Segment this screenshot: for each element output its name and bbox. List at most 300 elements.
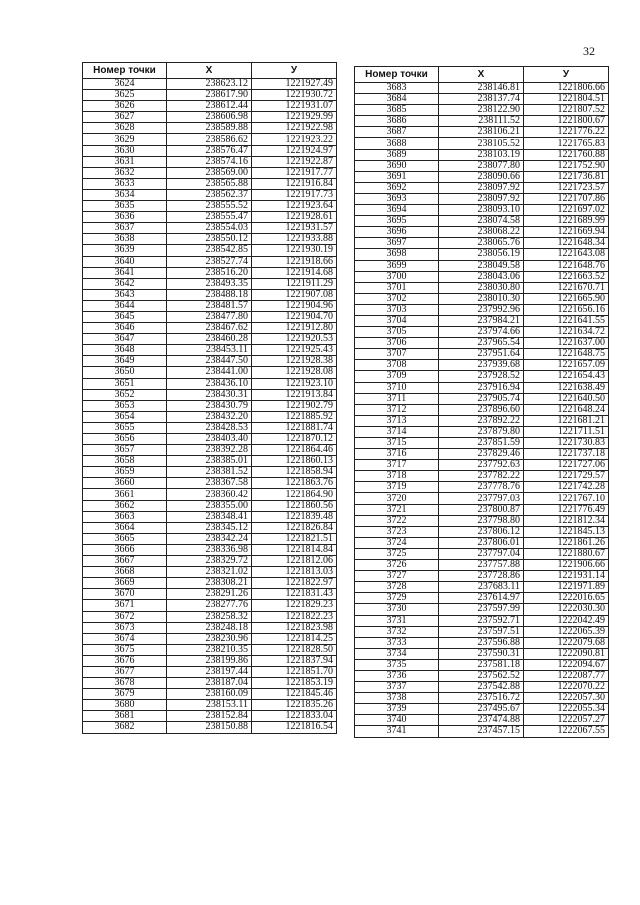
cell-x: 237757.88 (439, 560, 524, 571)
cell-x: 237683.11 (439, 582, 524, 593)
cell-point-number: 3635 (83, 201, 167, 212)
cell-x: 238612.44 (167, 101, 252, 112)
table-row (83, 178, 337, 189)
table-row (355, 315, 609, 326)
table-row (355, 493, 609, 504)
cell-x: 238074.58 (439, 216, 524, 227)
cell-x: 237984.21 (439, 315, 524, 326)
table-row (355, 393, 609, 404)
cell-y: 1221806.66 (524, 83, 609, 94)
cell-y: 1221927.49 (252, 79, 337, 90)
table-row (355, 648, 609, 659)
cell-y: 1221665.90 (524, 293, 609, 304)
cell-point-number: 3673 (83, 622, 167, 633)
cell-point-number: 3649 (83, 356, 167, 367)
cell-y: 1221829.23 (252, 600, 337, 611)
cell-point-number: 3715 (355, 438, 439, 449)
table-row (83, 500, 337, 511)
cell-y: 1221813.03 (252, 567, 337, 578)
table-row (83, 678, 337, 689)
table-row (83, 189, 337, 200)
cell-y: 1221845.46 (252, 689, 337, 700)
cell-point-number: 3688 (355, 138, 439, 149)
cell-y: 1221742.28 (524, 482, 609, 493)
cell-y: 1221851.70 (252, 666, 337, 677)
table-row (355, 471, 609, 482)
cell-point-number: 3689 (355, 149, 439, 160)
cell-y: 1221737.18 (524, 449, 609, 460)
cell-x: 238565.88 (167, 178, 252, 189)
table-row (83, 123, 337, 134)
cell-point-number: 3677 (83, 666, 167, 677)
cell-y: 1221922.98 (252, 123, 337, 134)
cell-y: 1221928.61 (252, 212, 337, 223)
cell-point-number: 3657 (83, 445, 167, 456)
cell-y: 1221928.08 (252, 367, 337, 378)
cell-point-number: 3662 (83, 500, 167, 511)
table-row (83, 589, 337, 600)
cell-y: 1222094.67 (524, 659, 609, 670)
cell-point-number: 3696 (355, 227, 439, 238)
cell-point-number: 3684 (355, 94, 439, 105)
table-row (83, 434, 337, 445)
cell-x: 237992.96 (439, 304, 524, 315)
cell-point-number: 3654 (83, 411, 167, 422)
table-row (355, 715, 609, 726)
cell-point-number: 3730 (355, 604, 439, 615)
table-row (83, 311, 337, 322)
table-row (83, 90, 337, 101)
cell-x: 238348.41 (167, 511, 252, 522)
cell-y: 1221648.75 (524, 349, 609, 360)
cell-y: 1221861.26 (524, 537, 609, 548)
cell-point-number: 3719 (355, 482, 439, 493)
table-row (355, 571, 609, 582)
cell-point-number: 3732 (355, 626, 439, 637)
cell-y: 1221648.24 (524, 404, 609, 415)
table-row (83, 522, 337, 533)
table-row (83, 79, 337, 90)
table-row (355, 449, 609, 460)
table-row (355, 260, 609, 271)
cell-x: 237939.68 (439, 360, 524, 371)
cell-point-number: 3636 (83, 212, 167, 223)
cell-point-number: 3734 (355, 648, 439, 659)
cell-point-number: 3687 (355, 127, 439, 138)
cell-point-number: 3625 (83, 90, 167, 101)
table-row (355, 205, 609, 216)
cell-x: 238160.09 (167, 689, 252, 700)
table-row (355, 438, 609, 449)
table-row (83, 578, 337, 589)
cell-x: 237951.64 (439, 349, 524, 360)
cell-point-number: 3630 (83, 145, 167, 156)
cell-y: 1221736.81 (524, 171, 609, 182)
table-row (83, 300, 337, 311)
cell-point-number: 3648 (83, 345, 167, 356)
table-row (83, 256, 337, 267)
cell-point-number: 3663 (83, 511, 167, 522)
cell-x: 238258.32 (167, 611, 252, 622)
cell-point-number: 3709 (355, 371, 439, 382)
cell-point-number: 3738 (355, 693, 439, 704)
table-row (355, 615, 609, 626)
table-row (83, 655, 337, 666)
table-row (355, 682, 609, 693)
cell-point-number: 3627 (83, 112, 167, 123)
table-row (83, 245, 337, 256)
table-header-row (355, 67, 609, 83)
cell-y: 1221723.57 (524, 182, 609, 193)
cell-point-number: 3633 (83, 178, 167, 189)
cell-x: 238077.80 (439, 160, 524, 171)
cell-x: 238586.62 (167, 134, 252, 145)
cell-x: 238106.21 (439, 127, 524, 138)
cell-x: 238360.42 (167, 489, 252, 500)
cell-y: 1221681.21 (524, 415, 609, 426)
cell-x: 238230.96 (167, 633, 252, 644)
cell-x: 238291.26 (167, 589, 252, 600)
page-number: 32 (583, 44, 595, 58)
cell-x: 237851.59 (439, 438, 524, 449)
cell-x: 237806.01 (439, 537, 524, 548)
cell-x: 238277.76 (167, 600, 252, 611)
cell-x: 238153.11 (167, 700, 252, 711)
cell-y: 1221929.99 (252, 112, 337, 123)
cell-x: 237829.46 (439, 449, 524, 460)
cell-x: 238345.12 (167, 522, 252, 533)
cell-x: 238122.90 (439, 105, 524, 116)
coordinates-table-right (354, 66, 609, 738)
cell-x: 237792.63 (439, 460, 524, 471)
cell-y: 1221853.19 (252, 678, 337, 689)
cell-y: 1221663.52 (524, 271, 609, 282)
cell-y: 1221880.67 (524, 548, 609, 559)
cell-y: 1221923.22 (252, 134, 337, 145)
cell-y: 1222087.77 (524, 670, 609, 681)
cell-x: 237474.88 (439, 715, 524, 726)
cell-y: 1221917.77 (252, 167, 337, 178)
cell-y: 1221641.55 (524, 315, 609, 326)
cell-y: 1221881.74 (252, 422, 337, 433)
table-row (355, 193, 609, 204)
cell-y: 1222057.27 (524, 715, 609, 726)
table-row (355, 94, 609, 105)
table-body-right (355, 83, 609, 738)
cell-y: 1221971.89 (524, 582, 609, 593)
cell-point-number: 3672 (83, 611, 167, 622)
header-point-number: Номер точки (355, 67, 439, 83)
cell-point-number: 3659 (83, 467, 167, 478)
table-row (355, 227, 609, 238)
cell-y: 1221860.56 (252, 500, 337, 511)
cell-x: 238056.19 (439, 249, 524, 260)
cell-y: 1221804.51 (524, 94, 609, 105)
table-row (355, 327, 609, 338)
cell-x: 238569.00 (167, 167, 252, 178)
table-row (355, 659, 609, 670)
table-row (83, 445, 337, 456)
cell-x: 238150.88 (167, 722, 252, 733)
table-row (83, 356, 337, 367)
cell-x: 238527.74 (167, 256, 252, 267)
table-row (355, 360, 609, 371)
table-row (83, 234, 337, 245)
cell-x: 238090.66 (439, 171, 524, 182)
cell-point-number: 3645 (83, 311, 167, 322)
cell-x: 237542.88 (439, 682, 524, 693)
table-row (355, 693, 609, 704)
cell-point-number: 3736 (355, 670, 439, 681)
table-row (83, 323, 337, 334)
table-row (355, 504, 609, 515)
cell-y: 1221697.02 (524, 205, 609, 216)
cell-x: 238516.20 (167, 267, 252, 278)
cell-y: 1221930.19 (252, 245, 337, 256)
table-row (83, 611, 337, 622)
table-row (83, 622, 337, 633)
cell-x: 238623.12 (167, 79, 252, 90)
cell-point-number: 3708 (355, 360, 439, 371)
cell-x: 238097.92 (439, 193, 524, 204)
cell-point-number: 3626 (83, 101, 167, 112)
cell-point-number: 3682 (83, 722, 167, 733)
cell-y: 1221727.06 (524, 460, 609, 471)
cell-x: 238103.19 (439, 149, 524, 160)
cell-y: 1221931.07 (252, 101, 337, 112)
cell-x: 237562.52 (439, 670, 524, 681)
cell-point-number: 3702 (355, 293, 439, 304)
cell-x: 238606.98 (167, 112, 252, 123)
cell-x: 238574.16 (167, 156, 252, 167)
cell-x: 238342.24 (167, 533, 252, 544)
cell-y: 1221864.46 (252, 445, 337, 456)
cell-y: 1221931.57 (252, 223, 337, 234)
cell-point-number: 3679 (83, 689, 167, 700)
cell-point-number: 3714 (355, 426, 439, 437)
cell-point-number: 3693 (355, 193, 439, 204)
cell-point-number: 3655 (83, 422, 167, 433)
cell-x: 238010.30 (439, 293, 524, 304)
table-row (83, 134, 337, 145)
cell-x: 237892.22 (439, 415, 524, 426)
cell-y: 1221765.83 (524, 138, 609, 149)
table-row (83, 533, 337, 544)
cell-y: 1221816.54 (252, 722, 337, 733)
cell-y: 1221933.88 (252, 234, 337, 245)
table-row (355, 83, 609, 94)
table-row (355, 637, 609, 648)
cell-y: 1221831.43 (252, 589, 337, 600)
cell-y: 1222042.49 (524, 615, 609, 626)
table-row (83, 278, 337, 289)
cell-x: 238065.76 (439, 238, 524, 249)
cell-y: 1221812.34 (524, 515, 609, 526)
table-row (355, 426, 609, 437)
cell-x: 238555.47 (167, 212, 252, 223)
table-row (355, 704, 609, 715)
cell-x: 237778.76 (439, 482, 524, 493)
cell-x: 238481.57 (167, 300, 252, 311)
table-row (83, 145, 337, 156)
cell-x: 237495.67 (439, 704, 524, 715)
cell-x: 238493.35 (167, 278, 252, 289)
cell-y: 1221920.53 (252, 334, 337, 345)
cell-x: 238403.40 (167, 434, 252, 445)
cell-point-number: 3678 (83, 678, 167, 689)
cell-y: 1221835.26 (252, 700, 337, 711)
table-row (355, 526, 609, 537)
cell-point-number: 3665 (83, 533, 167, 544)
cell-x: 237614.97 (439, 593, 524, 604)
table-row (83, 644, 337, 655)
cell-point-number: 3660 (83, 478, 167, 489)
cell-y: 1221904.70 (252, 311, 337, 322)
cell-x: 238068.22 (439, 227, 524, 238)
cell-x: 237516.72 (439, 693, 524, 704)
table-row (355, 216, 609, 227)
cell-point-number: 3713 (355, 415, 439, 426)
cell-point-number: 3703 (355, 304, 439, 315)
table-row (83, 544, 337, 555)
cell-y: 1221845.13 (524, 526, 609, 537)
cell-y: 1221821.51 (252, 533, 337, 544)
cell-point-number: 3685 (355, 105, 439, 116)
table-row (355, 138, 609, 149)
table-row (83, 689, 337, 700)
cell-point-number: 3676 (83, 655, 167, 666)
table-row (83, 201, 337, 212)
cell-point-number: 3705 (355, 327, 439, 338)
cell-point-number: 3669 (83, 578, 167, 589)
table-row (83, 400, 337, 411)
cell-x: 238617.90 (167, 90, 252, 101)
cell-x: 238199.86 (167, 655, 252, 666)
table-row (83, 378, 337, 389)
cell-y: 1221885.92 (252, 411, 337, 422)
cell-point-number: 3723 (355, 526, 439, 537)
cell-x: 237974.66 (439, 327, 524, 338)
table-row (355, 460, 609, 471)
cell-point-number: 3716 (355, 449, 439, 460)
cell-point-number: 3706 (355, 338, 439, 349)
cell-point-number: 3695 (355, 216, 439, 227)
table-row (83, 456, 337, 467)
cell-point-number: 3639 (83, 245, 167, 256)
cell-y: 1222067.55 (524, 726, 609, 737)
table-row (355, 338, 609, 349)
cell-y: 1221902.79 (252, 400, 337, 411)
cell-x: 237457.15 (439, 726, 524, 737)
cell-y: 1221814.84 (252, 544, 337, 555)
cell-y: 1221907.08 (252, 289, 337, 300)
cell-y: 1221930.72 (252, 90, 337, 101)
table-row (83, 289, 337, 300)
cell-x: 238248.18 (167, 622, 252, 633)
cell-point-number: 3697 (355, 238, 439, 249)
cell-y: 1221839.48 (252, 511, 337, 522)
cell-y: 1221928.38 (252, 356, 337, 367)
cell-y: 1222090.81 (524, 648, 609, 659)
cell-y: 1222079.68 (524, 637, 609, 648)
cell-y: 1221656.16 (524, 304, 609, 315)
table-row (355, 349, 609, 360)
cell-x: 238321.02 (167, 567, 252, 578)
cell-y: 1221917.73 (252, 189, 337, 200)
cell-y: 1221648.76 (524, 260, 609, 271)
cell-x: 238432.20 (167, 411, 252, 422)
cell-y: 1221752.90 (524, 160, 609, 171)
cell-point-number: 3652 (83, 389, 167, 400)
cell-x: 238392.28 (167, 445, 252, 456)
cell-y: 1221711.51 (524, 426, 609, 437)
cell-y: 1221767.10 (524, 493, 609, 504)
cell-y: 1222057.30 (524, 693, 609, 704)
cell-point-number: 3643 (83, 289, 167, 300)
cell-x: 238146.81 (439, 83, 524, 94)
cell-y: 1221924.97 (252, 145, 337, 156)
table-row (355, 415, 609, 426)
cell-point-number: 3712 (355, 404, 439, 415)
table-row (355, 604, 609, 615)
cell-x: 238043.06 (439, 271, 524, 282)
cell-point-number: 3722 (355, 515, 439, 526)
cell-x: 237879.80 (439, 426, 524, 437)
cell-point-number: 3692 (355, 182, 439, 193)
cell-x: 237782.22 (439, 471, 524, 482)
cell-y: 1221916.84 (252, 178, 337, 189)
cell-y: 1221654.43 (524, 371, 609, 382)
table-row (355, 582, 609, 593)
table-row (355, 726, 609, 737)
cell-y: 1221864.90 (252, 489, 337, 500)
cell-point-number: 3642 (83, 278, 167, 289)
cell-x: 238554.03 (167, 223, 252, 234)
cell-x: 238152.84 (167, 711, 252, 722)
cell-y: 1221925.43 (252, 345, 337, 356)
cell-x: 238428.53 (167, 422, 252, 433)
table-row (355, 593, 609, 604)
cell-x: 237596.88 (439, 637, 524, 648)
cell-point-number: 3710 (355, 382, 439, 393)
header-x: X (167, 63, 252, 79)
cell-point-number: 3668 (83, 567, 167, 578)
table-row (83, 167, 337, 178)
cell-point-number: 3628 (83, 123, 167, 134)
table-row (83, 567, 337, 578)
cell-y: 1222055.34 (524, 704, 609, 715)
cell-x: 237597.51 (439, 626, 524, 637)
table-row (83, 600, 337, 611)
header-x: X (439, 67, 524, 83)
cell-point-number: 3717 (355, 460, 439, 471)
cell-x: 237896.60 (439, 404, 524, 415)
table-row (355, 171, 609, 182)
table-row (355, 548, 609, 559)
cell-y: 1221923.64 (252, 201, 337, 212)
cell-x: 237806.12 (439, 526, 524, 537)
cell-point-number: 3690 (355, 160, 439, 171)
table-row (83, 556, 337, 567)
table-row (83, 367, 337, 378)
cell-x: 238453.11 (167, 345, 252, 356)
table-row (355, 160, 609, 171)
cell-y: 1221837.94 (252, 655, 337, 666)
cell-y: 1221822.23 (252, 611, 337, 622)
cell-y: 1221807.52 (524, 105, 609, 116)
table-row (83, 101, 337, 112)
cell-x: 237797.03 (439, 493, 524, 504)
